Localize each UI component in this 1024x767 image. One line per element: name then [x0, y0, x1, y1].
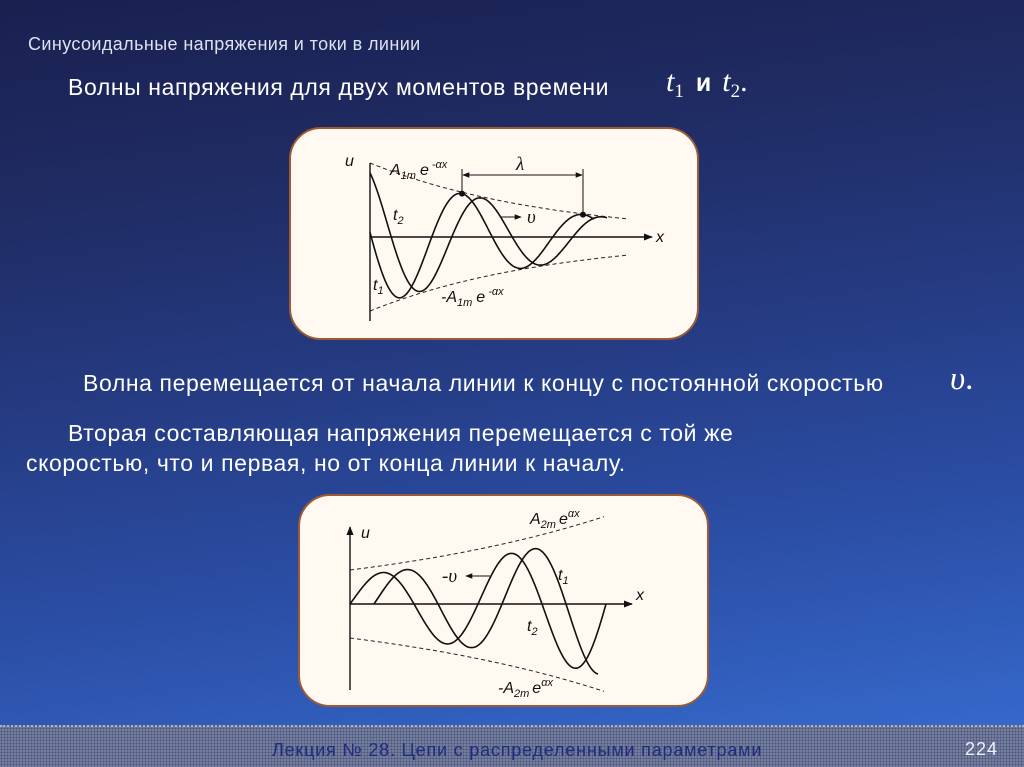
forward-wave-diagram	[289, 127, 699, 340]
time-subscript-2: 2	[730, 81, 741, 102]
amplitude-symbol: A	[530, 511, 541, 528]
lower-envelope-label	[498, 677, 553, 700]
exponent: -αx	[488, 286, 504, 298]
time-variable: t	[527, 618, 532, 635]
time-subscript: 1	[562, 575, 569, 587]
x-axis-label: x	[636, 587, 644, 604]
u-axis-label: u	[345, 153, 354, 170]
u-axis-label: u	[361, 525, 370, 542]
t2-label	[527, 618, 538, 638]
upper-envelope-label	[389, 159, 448, 182]
amplitude-symbol: -A	[498, 680, 514, 697]
travel-text: Волна перемещается от начала линии к концу с постоянной скоростью	[83, 370, 884, 396]
velocity-symbol: υ	[950, 361, 966, 397]
time-subscript: 2	[531, 626, 538, 638]
wave-t2	[370, 193, 594, 297]
exponential-base: e	[558, 511, 568, 528]
time-subscript-1: 1	[674, 81, 684, 102]
amplitude-subscript: 1m	[457, 297, 473, 309]
time-variable: t	[393, 207, 398, 224]
time-variable: t	[558, 567, 563, 584]
wavelength-label: λ	[516, 154, 525, 175]
formula-period: .	[740, 65, 748, 98]
amplitude-subscript: 2m	[514, 688, 530, 700]
amplitude-subscript: 2m	[540, 519, 556, 531]
time-subscript: 2	[397, 215, 404, 227]
exponent: -αx	[431, 159, 448, 171]
lecture-title: Лекция № 28. Цепи с распределенными параметрами	[272, 740, 763, 760]
exponential-base: e	[532, 680, 542, 697]
lower-envelope-label	[441, 286, 504, 309]
time-variable-2: t	[722, 65, 731, 98]
upper-envelope-label	[529, 508, 580, 531]
velocity-formula	[950, 361, 973, 403]
amplitude-symbol: -A	[441, 289, 457, 306]
exponent: αx	[567, 508, 580, 520]
page-number: 224	[965, 739, 999, 759]
velocity-label: -υ	[442, 566, 458, 587]
time-subscript: 1	[377, 285, 384, 297]
time-moments-formula	[666, 65, 748, 104]
slide-title: Синусоидальные напряжения и токи в линии	[28, 34, 421, 54]
time-variable: t	[373, 277, 378, 294]
second-component-text-line2: скоростью, что и первая, но от конца линии к началу.	[26, 450, 626, 476]
wave-t2	[374, 549, 598, 674]
second-component-text-line1: Вторая составляющая напряжения перемещается с той же	[68, 420, 734, 446]
exponential-base: e	[419, 162, 429, 179]
exponential-base: e	[476, 289, 486, 306]
x-axis-label: x	[656, 229, 664, 246]
formula-period: .	[965, 361, 974, 397]
velocity-label: υ	[527, 207, 536, 228]
amplitude-subscript: 1m	[400, 170, 416, 182]
wave-t1	[370, 173, 607, 292]
backward-wave-diagram	[298, 494, 709, 707]
intro-text: Волны напряжения для двух моментов времени	[68, 74, 610, 100]
forward-wave-panel	[289, 127, 699, 340]
t1-label	[373, 277, 384, 297]
conjunction: и	[695, 69, 712, 97]
time-variable-1: t	[666, 65, 675, 98]
amplitude-symbol: A	[390, 162, 401, 179]
backward-wave-panel	[298, 494, 709, 707]
t2-label	[393, 207, 404, 227]
exponent: αx	[541, 677, 553, 689]
